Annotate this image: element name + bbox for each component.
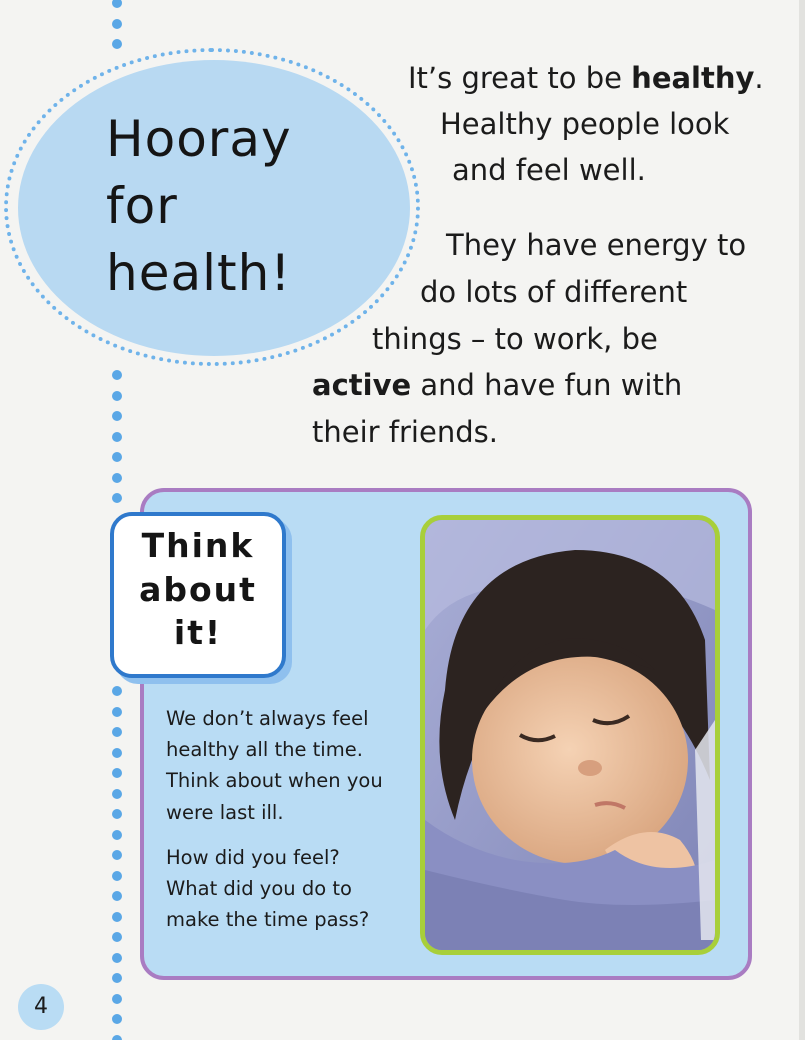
think-heading-line-3: it! [173,613,223,653]
spine-dot [112,39,122,49]
spine-dot [112,493,122,503]
title-line-3: health! [106,244,292,302]
spine-dot [112,809,122,819]
spine-dot [112,686,122,696]
intro-line-4: They have energy to [446,228,747,262]
intro-line-2: Healthy people look [440,107,730,141]
title-line-1: Hooray [106,110,292,168]
child-nose [578,760,602,776]
intro-line-3: and feel well. [452,153,646,187]
intro-line-6: things – to work, be [372,322,658,356]
think-heading-line-1: Think [141,526,255,565]
spine-dot [112,707,122,717]
think-paragraph-line: How did you feel? [166,845,340,869]
spine-dot [112,452,122,462]
think-heading-line-2: about [139,569,257,609]
spine-dot [112,0,122,8]
spine-dot [112,789,122,799]
think-paragraph-line: We don’t always feel [166,707,369,730]
intro-text-run: and have fun with [411,368,683,402]
spine-dot [112,953,122,963]
spine-dot [112,850,122,860]
think-paragraph-2 [166,842,416,936]
intro-text-run: . [754,61,764,95]
intro-line-8: their friends. [312,415,498,449]
spine-dot [112,411,122,421]
spine-dot [112,432,122,442]
think-paragraph-line: healthy all the time. [166,738,363,762]
keyword-healthy: healthy [631,61,755,95]
spine-dot [112,768,122,778]
think-about-it-heading [114,524,282,655]
spine-dot [112,1014,122,1024]
intro-line-7 [312,363,682,409]
child-resting-photo [420,515,720,955]
spine-dot [112,891,122,901]
intro-line-1 [408,56,764,102]
child-resting-illustration [425,520,715,950]
spine-dot [112,912,122,922]
spine-dot [112,370,122,380]
intro-text-run: It’s great to be [408,61,632,95]
keyword-active: active [312,368,412,402]
spine-dot [112,932,122,942]
page-number: 4 [18,984,64,1030]
think-paragraph-line: Think about when you [166,769,383,793]
think-paragraph-line: What did you do to [166,876,352,900]
spine-dot [112,1035,122,1040]
spine-dot [112,994,122,1004]
spine-dot [112,727,122,737]
think-paragraph-line: make the time pass? [166,908,370,932]
spine-dot [112,973,122,983]
page-edge [799,0,805,1040]
think-paragraph-line: were last ill. [166,800,284,824]
spine-dot [112,473,122,483]
spine-dot [112,748,122,758]
page-title [106,106,366,307]
think-paragraph-1 [166,703,416,828]
think-about-it-body [166,703,416,949]
title-line-2: for [106,177,178,235]
intro-line-5: do lots of different [420,275,688,309]
spine-dot [112,871,122,881]
spine-dot [112,19,122,29]
think-about-it-heading-box [110,512,286,678]
spine-dot [112,391,122,401]
spine-dot [112,830,122,840]
